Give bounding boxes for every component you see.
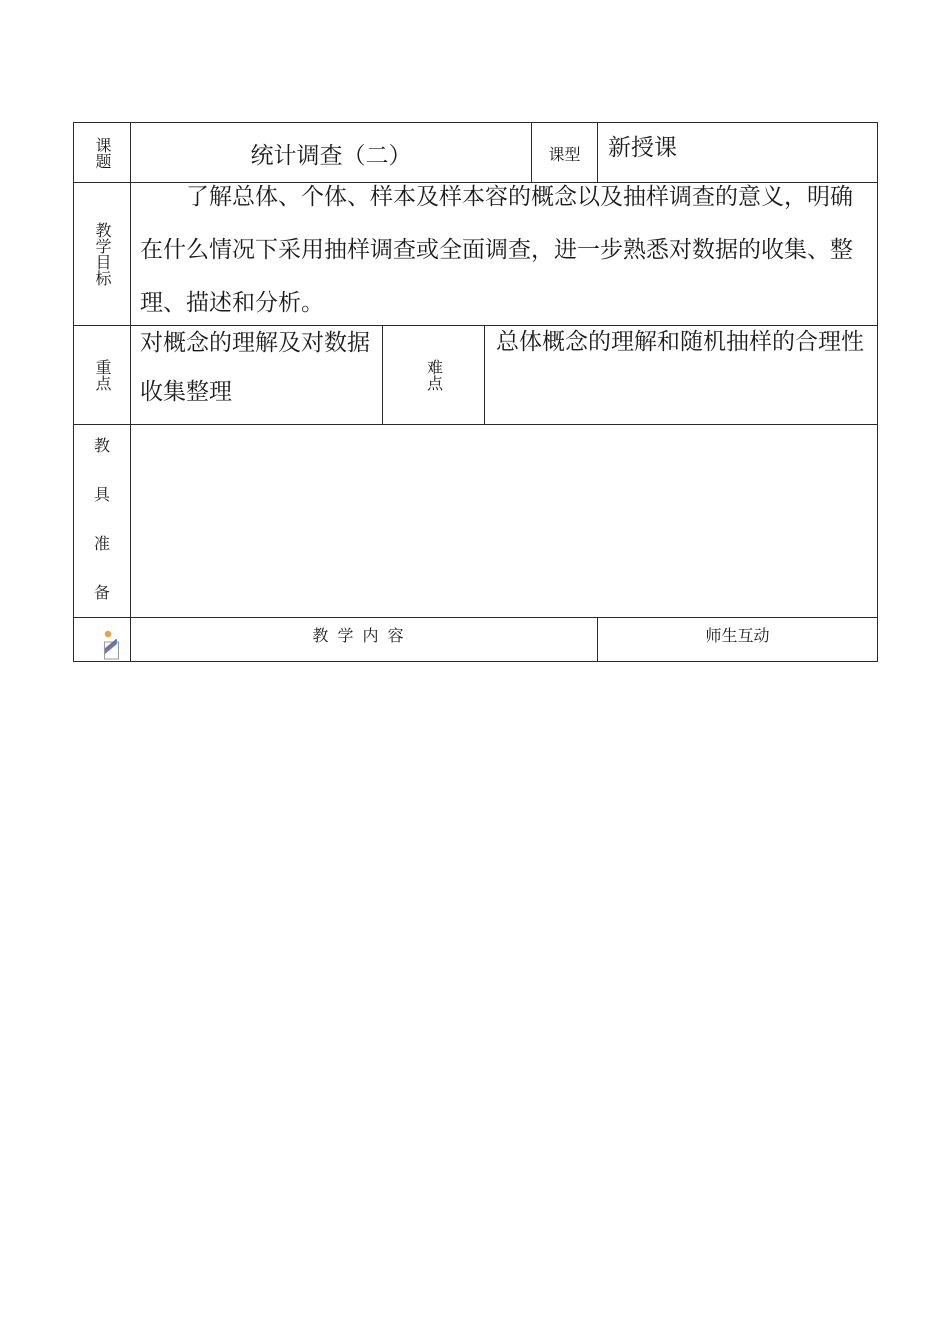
difficulty-text: 总体概念的理解和随机抽样的合理性 (496, 329, 864, 355)
tools-label-cell (74, 425, 130, 617)
tools-label-char-2: 具 (93, 485, 110, 504)
subject-label-cell (74, 123, 130, 182)
interaction-header-cell (598, 618, 877, 661)
table-border-right (877, 122, 878, 662)
difficulty-cell (485, 326, 877, 424)
objectives-label-cell (74, 183, 130, 325)
key-point-label: 重点 (93, 359, 112, 391)
teaching-content-header-cell (131, 618, 597, 661)
objectives-cell (131, 183, 877, 325)
key-point-text: 对概念的理解及对数据收集整理 (140, 330, 370, 405)
teaching-content-header: 教 学 内 容 (312, 626, 404, 645)
difficulty-label: 难点 (424, 359, 444, 391)
type-label: 课型 (548, 145, 581, 164)
tools-label-char-3: 准 (93, 534, 110, 553)
difficulty-label-cell (383, 326, 484, 424)
content-icon-cell (74, 618, 130, 661)
tools-content-cell (131, 425, 877, 617)
objectives-label: 教学目标 (93, 222, 112, 286)
key-point-label-cell (74, 326, 130, 424)
table-border-bottom (73, 661, 878, 662)
key-point-cell (131, 326, 382, 424)
tools-label-char-1: 教 (93, 436, 110, 455)
lesson-type: 新授课 (608, 135, 677, 161)
subject-label: 课题 (93, 136, 112, 169)
objectives-text: 了解总体、个体、样本及样本容的概念以及抽样调查的意义，明确在什么情况下采用抽样调查或全面调查，进一步熟悉对数据的收集、整理、描述和分析。 (140, 184, 853, 316)
tools-label-char-4: 备 (93, 583, 110, 602)
broken-image-icon (103, 628, 119, 660)
interaction-header: 师生互动 (705, 626, 770, 645)
lesson-title: 统计调查（二） (250, 143, 412, 169)
